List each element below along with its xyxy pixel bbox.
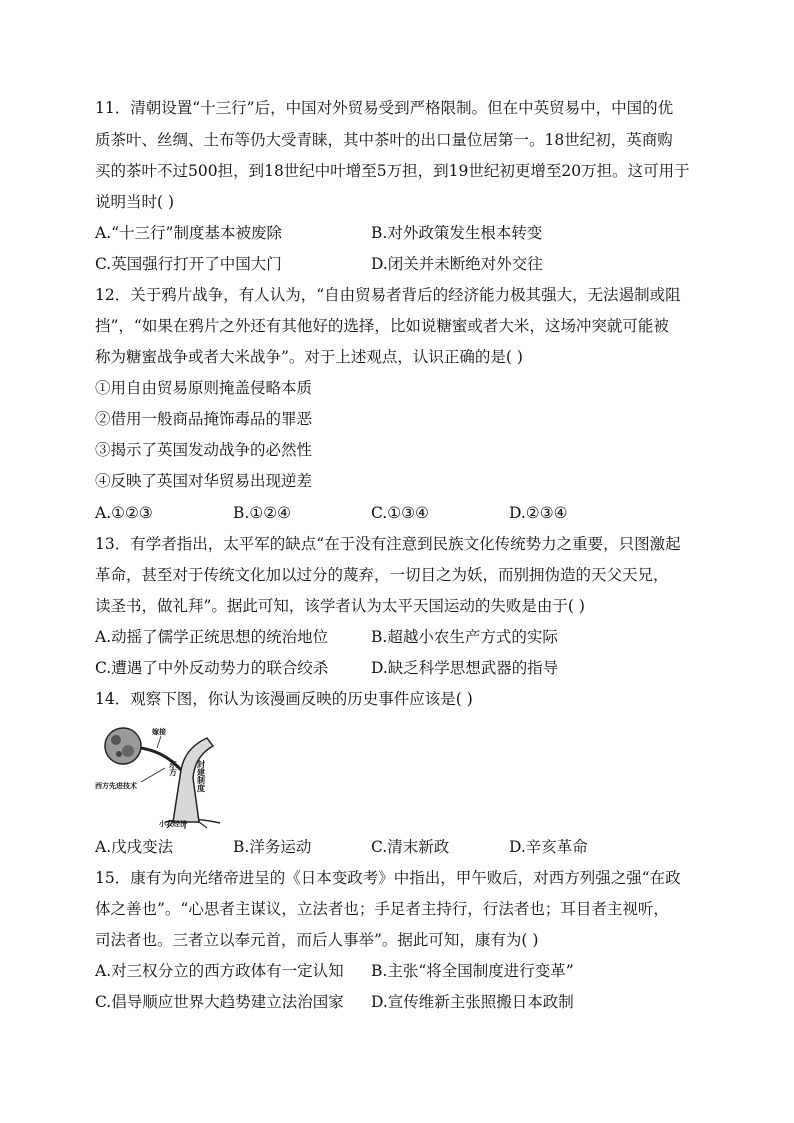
q15-stem-line-1: 15．康有为向光绪帝进呈的《日本变政考》中指出，甲午败后，对西方列强之强“在政 [95,869,681,887]
foliage-spot-1 [111,735,121,745]
label-feudal: 封建制度 [196,760,206,792]
q12-statement-3: ③揭示了英国发动战争的必然性 [95,441,313,459]
label-graft: 嫁接 [152,728,166,736]
q11-options-row-2 [95,254,705,274]
foliage [105,728,141,764]
q13-option-a[interactable]: A.动摇了儒学正统思想的统治地位 [95,628,329,646]
q11-stem-line-4: 说明当时( ) [95,193,175,211]
label-small-economy: 小农经济 [159,820,187,828]
label-graft-pointer [157,736,161,748]
q11-stem-line-2: 质茶叶、丝绸、土布等仍大受青睐，其中茶叶的出口量位居第一。18世纪初，英商购 [95,131,673,149]
q12-statement-2: ②借用一般商品掩饰毒品的罪恶 [95,410,313,428]
label-west-pointer [141,768,165,782]
q13-option-b[interactable]: B.超越小农生产方式的实际 [371,628,558,646]
foliage-spot-3 [116,751,122,757]
label-east: 东方 [168,760,178,776]
q11-option-d[interactable]: D.闭关并未断绝对外交往 [371,255,543,273]
q15-option-d[interactable]: D.宣传维新主张照搬日本政制 [371,993,574,1011]
q15-stem-line-2: 体之善也”。“心思者主谋议，立法者也；手足者主持行，行法者也；耳目者主视听， [95,900,669,918]
q11-option-b[interactable]: B.对外政策发生根本转变 [371,224,543,242]
q15-option-b[interactable]: B.主张“将全国制度进行变革” [371,962,574,980]
q12-option-d[interactable]: D.②③④ [509,504,568,522]
q12-stem-line-3: 称为糖蜜战争或者大米战争”。对于上述观点，认识正确的是( ) [95,348,523,366]
q15-options-row-1 [95,961,705,981]
q13-option-c[interactable]: C.遭遇了中外反动势力的联合绞杀 [95,659,329,677]
q13-options-row-1 [95,627,705,647]
q13-options-row-2 [95,658,705,678]
q14-stem-line-1: 14．观察下图，你认为该漫画反映的历史事件应该是( ) [95,690,473,708]
q12-statement-4: ④反映了英国对华贸易出现逆差 [95,472,313,490]
q13-stem-line-2: 革命，甚至对于传统文化加以过分的蔑弃，一切目之为妖，而别拥伪造的天父天兄， [95,566,669,584]
q13-stem-line-3: 读圣书，做礼拜”。据此可知，该学者认为太平天国运动的失败是由于( ) [95,597,585,615]
q14-option-d[interactable]: D.辛亥革命 [509,838,588,856]
q15-option-a[interactable]: A.对三权分立的西方政体有一定认知 [95,962,344,980]
q14-cartoon [95,720,235,830]
foliage-spot-2 [122,745,134,757]
q12-option-c[interactable]: C.①③④ [371,504,429,522]
q12-option-b[interactable]: B.①②④ [233,504,292,522]
q12-option-a[interactable]: A.①②③ [95,504,153,522]
tree-trunk [173,738,213,822]
q12-stem-line-1: 12．关于鸦片战争，有人认为，“自由贸易者背后的经济能力极其强大，无法遏制或阻 [95,286,681,304]
q14-option-b[interactable]: B.洋务运动 [233,838,312,856]
q11-stem-line-3: 买的茶叶不过500担，到18世纪中叶增至5万担，到19世纪初更增至20万担。这可用于 [95,162,690,180]
q11-options-row-1 [95,223,705,243]
q13-stem-line-1: 13．有学者指出，太平军的缺点“在于没有注意到民族文化传统势力之重要，只图激起 [95,535,681,553]
q14-option-c[interactable]: C.清末新政 [371,838,450,856]
q11-option-c[interactable]: C.英国强行打开了中国大门 [95,255,282,273]
q11-stem-line-1: 11．清朝设置“十三行”后，中国对外贸易受到严格限制。但在中英贸易中，中国的优 [95,99,674,117]
q12-options-row [95,503,705,523]
q11-option-a[interactable]: A.“十三行”制度基本被废除 [95,224,282,242]
q12-stem-line-2: 挡”，“如果在鸦片之外还有其他好的选择，比如说糖蜜或者大米，这场冲突就可能被 [95,317,669,335]
cartoon-illustration [95,720,235,830]
q15-options-row-2 [95,992,705,1012]
q14-option-a[interactable]: A.戊戌变法 [95,838,174,856]
q14-options-row [95,837,705,857]
label-west: 西方先进技术 [95,782,137,790]
q15-stem-line-3: 司法者也。三者立以奉元首，而后人事举”。据此可知，康有为( ) [95,931,539,949]
q13-option-d[interactable]: D.缺乏科学思想武器的指导 [371,659,559,677]
q15-option-c[interactable]: C.倡导顺应世界大趋势建立法治国家 [95,993,344,1011]
q12-statement-1: ①用自由贸易原则掩盖侵略本质 [95,379,313,397]
